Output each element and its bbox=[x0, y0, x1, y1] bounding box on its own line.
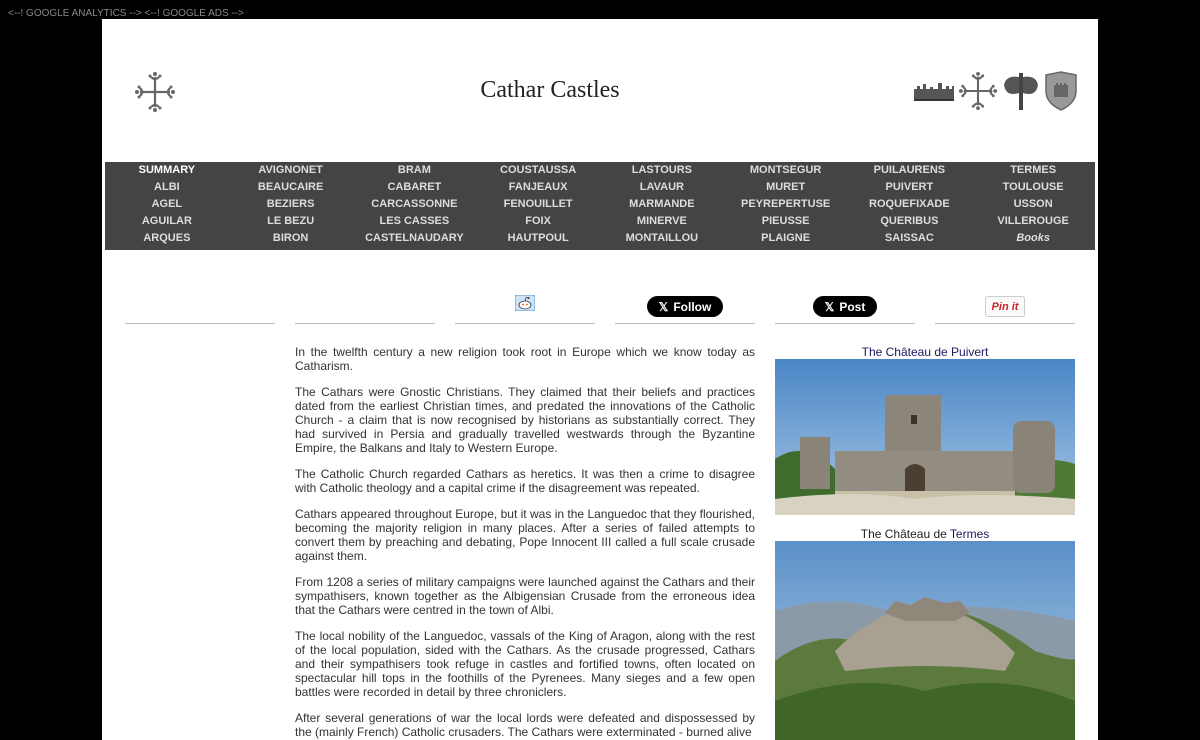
site-title: Cathar Castles bbox=[480, 77, 620, 103]
article-paragraph: Cathars appeared throughout Europe, but it was in the Languedoc that they flourished, becoming the majority religion in many places. After a series of failed attempts to convert them by preaching and debating, Pope Innocent III called a full scale crusade against them. bbox=[295, 507, 755, 563]
nav-link[interactable]: FANJEAUX bbox=[508, 181, 568, 193]
nav-link[interactable]: CARCASSONNE bbox=[371, 198, 458, 210]
pinit-label: Pin it bbox=[991, 300, 1019, 313]
double-axe-icon[interactable] bbox=[1002, 71, 1040, 111]
nav-link[interactable]: TERMES bbox=[1010, 164, 1057, 176]
article-paragraph: The Catholic Church regarded Cathars as heretics. It was then a crime to disagree with Catholic theology and a capital crime if the disagreement was repeated. bbox=[295, 467, 755, 495]
post-label: Post bbox=[839, 299, 866, 314]
divider bbox=[615, 323, 755, 324]
nav-link[interactable]: BEAUCAIRE bbox=[257, 181, 324, 193]
reddit-icon[interactable] bbox=[515, 295, 535, 311]
termes-castle-photo[interactable] bbox=[775, 541, 1075, 740]
article-body bbox=[295, 345, 755, 740]
nav-link[interactable]: PUILAURENS bbox=[873, 164, 946, 176]
page-comment-text: <--! GOOGLE ANALYTICS --> <--! GOOGLE ADS --> bbox=[8, 8, 244, 19]
nav-link[interactable]: BEZIERS bbox=[266, 198, 315, 210]
nav-link[interactable]: SAISSAC bbox=[884, 232, 934, 244]
nav-link[interactable]: VILLEROUGE bbox=[997, 215, 1069, 227]
pinterest-pinit-button[interactable] bbox=[985, 296, 1025, 317]
caption-prefix: The Château de bbox=[860, 527, 950, 541]
sidebar bbox=[775, 345, 1075, 740]
nav-link[interactable]: PUIVERT bbox=[885, 181, 934, 193]
tower-shield-icon[interactable] bbox=[1044, 71, 1078, 111]
follow-label: Follow bbox=[673, 299, 712, 314]
occitan-cross-icon[interactable] bbox=[958, 71, 998, 111]
nav-link[interactable]: LASTOURS bbox=[631, 164, 693, 176]
article-paragraph: The Cathars were Gnostic Christians. They claimed that their beliefs and practices dated from the earliest Christian times, and predated the innovations of the Catholic Church - a claim that is now recognised by historians as substantially correct. They had survived in Persia and gradually travelled westwards through the Byzantine Empire, the Balkans and Italy to Western Europe. bbox=[295, 385, 755, 455]
puivert-link[interactable]: The Château de Puivert bbox=[861, 345, 989, 359]
puivert-castle-photo[interactable] bbox=[775, 359, 1075, 515]
nav-link[interactable]: COUSTAUSSA bbox=[500, 164, 577, 176]
nav-link[interactable]: FOIX bbox=[525, 215, 551, 227]
nav-link[interactable]: QUERIBUS bbox=[880, 215, 939, 227]
nav-link[interactable]: ARQUES bbox=[143, 232, 191, 244]
nav-link[interactable]: MONTSEGUR bbox=[749, 164, 822, 176]
divider bbox=[125, 323, 275, 324]
nav-link[interactable]: BRAM bbox=[397, 164, 431, 176]
nav-link[interactable]: MARMANDE bbox=[629, 198, 695, 210]
nav-link[interactable]: BIRON bbox=[272, 232, 309, 244]
nav-link[interactable]: MURET bbox=[766, 181, 806, 193]
x-logo-icon: 𝕏 bbox=[658, 299, 669, 314]
nav-link[interactable]: ALBI bbox=[154, 181, 180, 193]
castle-navigation bbox=[105, 162, 1095, 250]
twitter-follow-button[interactable] bbox=[647, 296, 723, 317]
divider bbox=[295, 323, 435, 324]
divider bbox=[935, 323, 1075, 324]
nav-link[interactable]: FENOUILLET bbox=[503, 198, 573, 210]
nav-link[interactable]: AVIGNONET bbox=[258, 164, 323, 176]
nav-link[interactable]: CASTELNAUDARY bbox=[365, 232, 464, 244]
nav-link[interactable]: AGEL bbox=[151, 198, 183, 210]
castle-icon[interactable] bbox=[914, 81, 954, 101]
article-paragraph: After several generations of war the local lords were defeated and dispossessed by the (mainly French) Catholic crusaders. The Cathars were exterminated - burned alive bbox=[295, 711, 755, 739]
x-logo-icon: 𝕏 bbox=[824, 299, 835, 314]
divider bbox=[455, 323, 595, 324]
photo-caption-termes bbox=[775, 527, 1075, 541]
nav-link[interactable]: MINERVE bbox=[636, 215, 687, 227]
nav-link-summary[interactable]: SUMMARY bbox=[138, 164, 196, 176]
nav-link[interactable]: HAUTPOUL bbox=[507, 232, 569, 244]
photo-caption-puivert bbox=[775, 345, 1075, 359]
nav-link[interactable]: LES CASSES bbox=[379, 215, 450, 227]
x-post-button[interactable] bbox=[813, 296, 877, 317]
nav-link[interactable]: PIEUSSE bbox=[761, 215, 810, 227]
nav-link-books[interactable]: Books bbox=[1016, 232, 1050, 244]
divider bbox=[775, 323, 915, 324]
nav-link[interactable]: AGUILAR bbox=[141, 215, 192, 227]
nav-link[interactable]: LAVAUR bbox=[639, 181, 684, 193]
header-icons bbox=[914, 71, 1078, 111]
nav-link[interactable]: CABARET bbox=[387, 181, 442, 193]
nav-link[interactable]: PEYREPERTUSE bbox=[741, 198, 831, 210]
nav-link[interactable]: PLAIGNE bbox=[761, 232, 811, 244]
termes-link[interactable]: Termes bbox=[949, 527, 990, 541]
nav-link[interactable]: ROQUEFIXADE bbox=[869, 198, 950, 210]
nav-link[interactable]: MONTAILLOU bbox=[625, 232, 699, 244]
article-paragraph: In the twelfth century a new religion took root in Europe which we know today as Catharism. bbox=[295, 345, 755, 373]
page-container bbox=[102, 19, 1098, 740]
nav-link[interactable]: LE BEZU bbox=[267, 215, 315, 227]
nav-link[interactable]: TOULOUSE bbox=[1002, 181, 1064, 193]
nav-link[interactable]: USSON bbox=[1013, 198, 1053, 210]
article-paragraph: The local nobility of the Languedoc, vassals of the King of Aragon, along with the rest of the local population, sided with the Cathars. As the crusade progressed, Cathars and their sympathisers took refuge in castles and fortified towns, often located on spectacular hill tops in the foothills of the Pyrenees. Many sieges and a few open battles were recorded in detail by three chroniclers. bbox=[295, 629, 755, 699]
article-paragraph: From 1208 a series of military campaigns were launched against the Cathars and their sympathisers, known together as the Albigensian Crusade from the erroneous idea that the Cathars were centred in the town of Albi. bbox=[295, 575, 755, 617]
